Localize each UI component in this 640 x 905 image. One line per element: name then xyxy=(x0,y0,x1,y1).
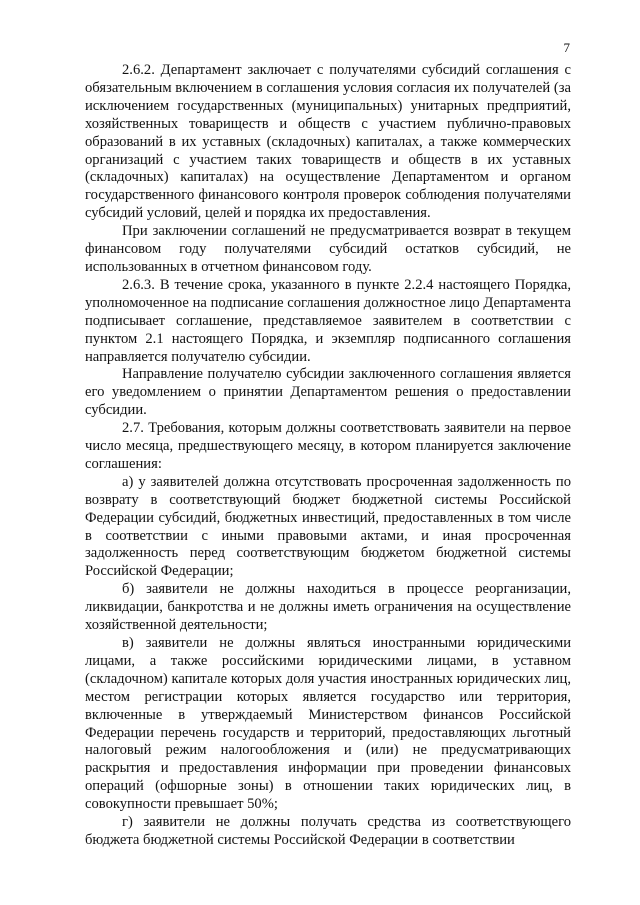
paragraph-2-6-3: 2.6.3. В течение срока, указанного в пункте 2.2.4 настоящего Порядка, уполномоченное на подписание соглашения должностное лицо Департамента подписывает соглашение, представляемое заявителем в соответствии с пунктом 2.1 настоящего Порядка, и экземпляр подписанного соглашения направляется получателю субсидии. xyxy=(85,276,571,365)
paragraph-item-v: в) заявители не должны являться иностранными юридическими лицами, а также российскими юридическими лицами, в уставном (складочном) капитале которых доля участия иностранных юридических лиц, местом регистрации которых является государство или территория, включенные в утверждаемый Министерством финансов Российской Федерации перечень государств и территорий, предоставляющих льготный налоговый режим налогообложения и (или) не предусматривающих раскрытия и предоставления информации при проведении финансовых операций (офшорные зоны) в отношении таких юридических лиц, в совокупности превышает 50%; xyxy=(85,635,571,813)
paragraph-2-7: 2.7. Требования, которым должны соответствовать заявители на первое число месяца, предшествующего месяцу, в котором планируется заключение соглашения: xyxy=(85,420,571,472)
document-body xyxy=(85,62,571,850)
paragraph-remainder-return: При заключении соглашений не предусматривается возврат в текущем финансовом году получателями субсидий остатков субсидий, не использованных в отчетном финансовом году. xyxy=(85,223,571,275)
paragraph-item-a: а) у заявителей должна отсутствовать просроченная задолженность по возврату в соответствующий бюджет бюджетной системы Российской Федерации субсидий, бюджетных инвестиций, предоставленных в том числе в соответствии с иными правовыми актами, и иная просроченная задолженность перед соответствующим бюджетом бюджетной системы Российской Федерации; xyxy=(85,473,571,580)
page-number: 7 xyxy=(563,40,570,55)
paragraph-agreement-notification: Направление получателю субсидии заключенного соглашения является его уведомлением о принятии Департаментом решения о предоставлении субсидии. xyxy=(85,366,571,419)
paragraph-2-6-2: 2.6.2. Департамент заключает с получателями субсидий соглашения с обязательным включением в соглашения условия согласия их получателей (за исключением государственных (муниципальных) унитарных предприятий, хозяйственных товариществ и обществ с участием публично-правовых образований в их уставных (складочных) капиталах, а также коммерческих организаций с участием таких товариществ и обществ в их уставных (складочных) капиталах) на осуществление Департаментом и органом государственного финансового контроля проверок соблюдения получателями субсидий условий, целей и порядка их предоставления. xyxy=(85,62,571,222)
paragraph-item-g: г) заявители не должны получать средства из соответствующего бюджета бюджетной системы Российской Федерации в соответствии xyxy=(85,814,571,848)
paragraph-item-b: б) заявители не должны находиться в процессе реорганизации, ликвидации, банкротства и не должны иметь ограничения на осуществление хозяйственной деятельности; xyxy=(85,581,571,634)
